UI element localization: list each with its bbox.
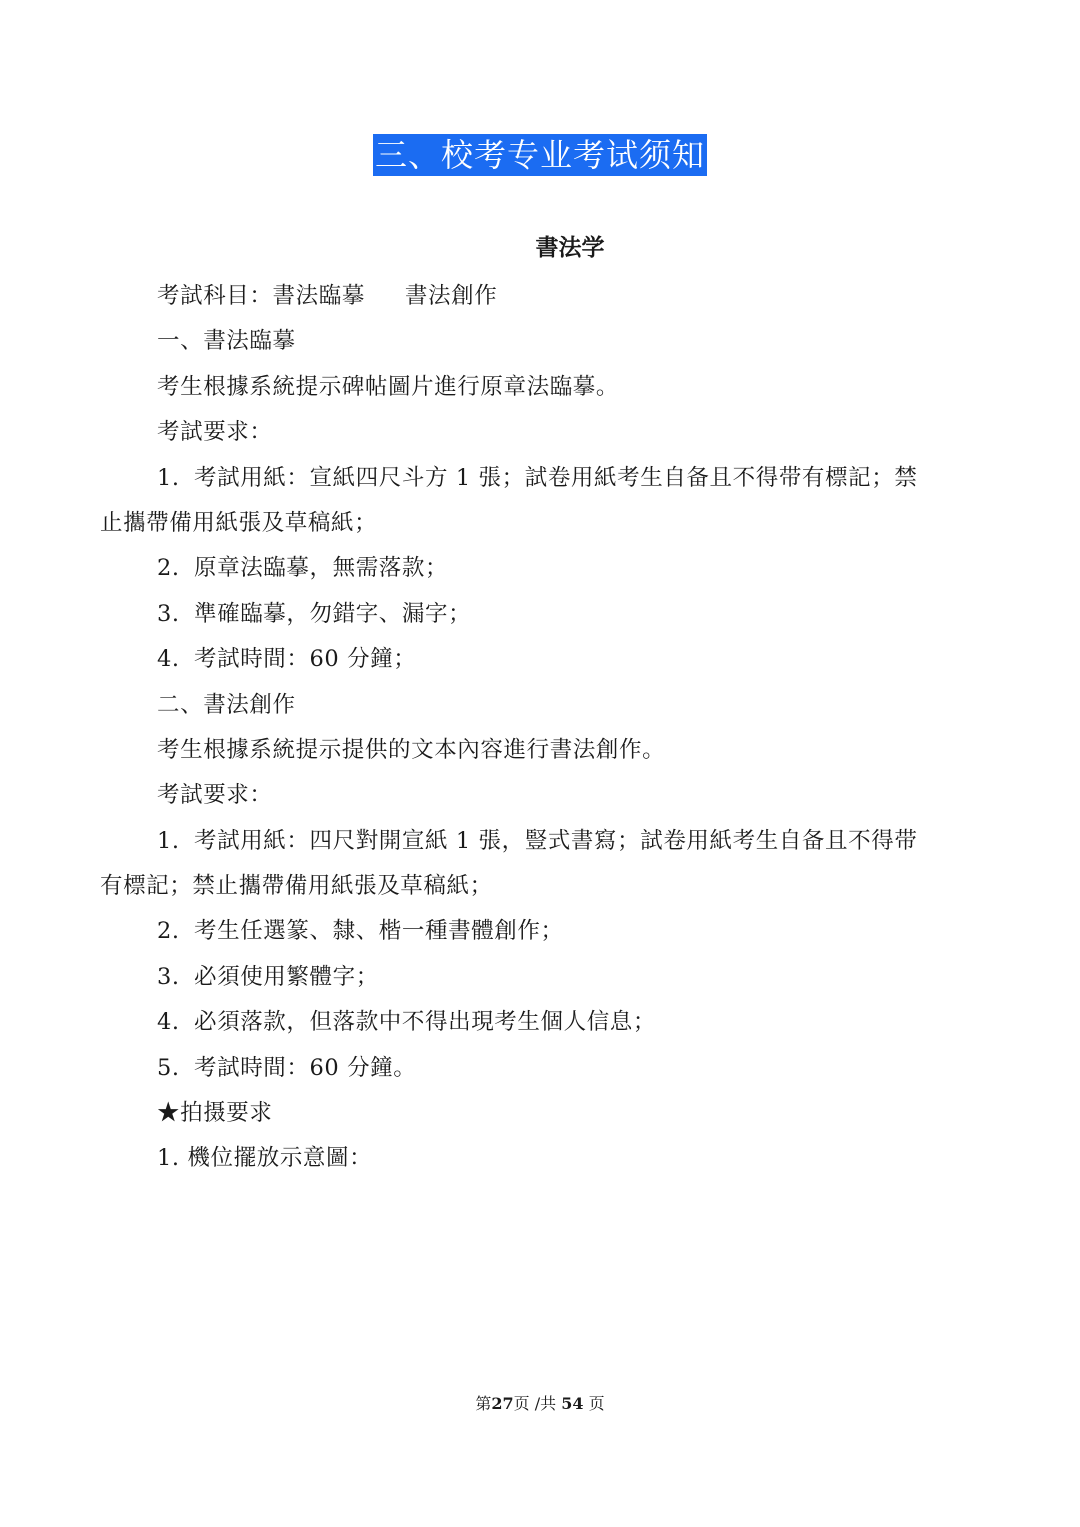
item-number: 1. xyxy=(157,464,180,491)
item-number: 2. xyxy=(157,918,180,945)
part2-requirement-1 xyxy=(100,819,984,864)
section-title-wrap xyxy=(0,134,1080,176)
part2-requirement-3 xyxy=(100,955,984,1000)
item-number: 3. xyxy=(157,963,180,990)
item-number: 3. xyxy=(157,600,180,627)
document-body xyxy=(100,274,984,1182)
part2-description: 考生根據系統提示提供的文本內容進行書法創作。 xyxy=(157,736,666,763)
requirement-text: 必須落款，但落款中不得出現考生個人信息； xyxy=(194,1009,657,1036)
exam-subject-item: 書法創作 xyxy=(404,283,498,309)
footer-prefix: 第 xyxy=(475,1394,492,1413)
requirement-text: 考試時間：60 分鐘； xyxy=(194,646,417,673)
subject-title: 書法学 xyxy=(535,235,605,261)
photo-requirements-heading: ★拍摄要求 xyxy=(157,1100,273,1127)
part2-requirement-4 xyxy=(100,1000,984,1045)
footer-separator: /共 xyxy=(529,1394,562,1413)
item-number: 2. xyxy=(157,555,180,582)
requirement-text: 準確臨摹，勿錯字、漏字； xyxy=(194,600,472,627)
part1-requirement-4 xyxy=(100,637,984,682)
current-page-number: 27 xyxy=(491,1394,514,1413)
part1-heading: 一、書法臨摹 xyxy=(157,328,296,355)
part2-requirement-1-cont: 有標記；禁止攜帶備用紙張及草稿紙； xyxy=(100,873,493,900)
exam-subjects-label: 考試科目： xyxy=(157,283,273,309)
part1-requirement-1-cont: 止攜帶備用紙張及草稿紙； xyxy=(100,509,378,536)
camera-placement-item: 1. 機位擺放示意圖： xyxy=(157,1145,373,1172)
exam-subject-item: 書法臨摹 xyxy=(272,283,365,309)
page-footer xyxy=(0,1393,1080,1415)
item-number: 5. xyxy=(157,1054,180,1081)
total-pages-number: 54 xyxy=(561,1394,584,1413)
requirement-text: 考試用紙：宣紙四尺斗方 1 張；試卷用紙考生自备且不得带有標記；禁 xyxy=(194,464,918,491)
item-number: 4. xyxy=(157,1009,180,1036)
requirement-text: 必須使用繁體字； xyxy=(194,963,379,990)
part1-description: 考生根據系統提示碑帖圖片進行原章法臨摹。 xyxy=(157,373,620,400)
footer-total-suffix: 页 xyxy=(583,1394,605,1413)
part1-requirement-2 xyxy=(100,546,984,591)
requirement-text: 原章法臨摹，無需落款； xyxy=(194,555,449,582)
section-title: 三、校考专业考试须知 xyxy=(374,136,705,174)
exam-subjects-line xyxy=(100,274,984,319)
part2-requirements-label: 考試要求： xyxy=(157,782,273,809)
part1-requirement-3 xyxy=(100,592,984,637)
part1-requirement-1 xyxy=(100,456,984,501)
part2-requirement-5 xyxy=(100,1046,984,1091)
part2-heading: 二、書法創作 xyxy=(157,691,296,718)
item-number: 1. xyxy=(157,827,180,854)
requirement-text: 考試用紙：四尺對開宣紙 1 張，豎式書寫；試卷用紙考生自备且不得带 xyxy=(194,827,918,854)
item-number: 4. xyxy=(157,646,180,673)
part2-requirement-2 xyxy=(100,909,984,954)
part1-requirements-label: 考試要求： xyxy=(157,419,273,446)
requirement-text: 考試時間：60 分鐘。 xyxy=(194,1054,417,1081)
footer-page-suffix: 页 xyxy=(513,1394,530,1413)
requirement-text: 考生任選篆、隸、楷一種書體創作； xyxy=(194,918,564,945)
